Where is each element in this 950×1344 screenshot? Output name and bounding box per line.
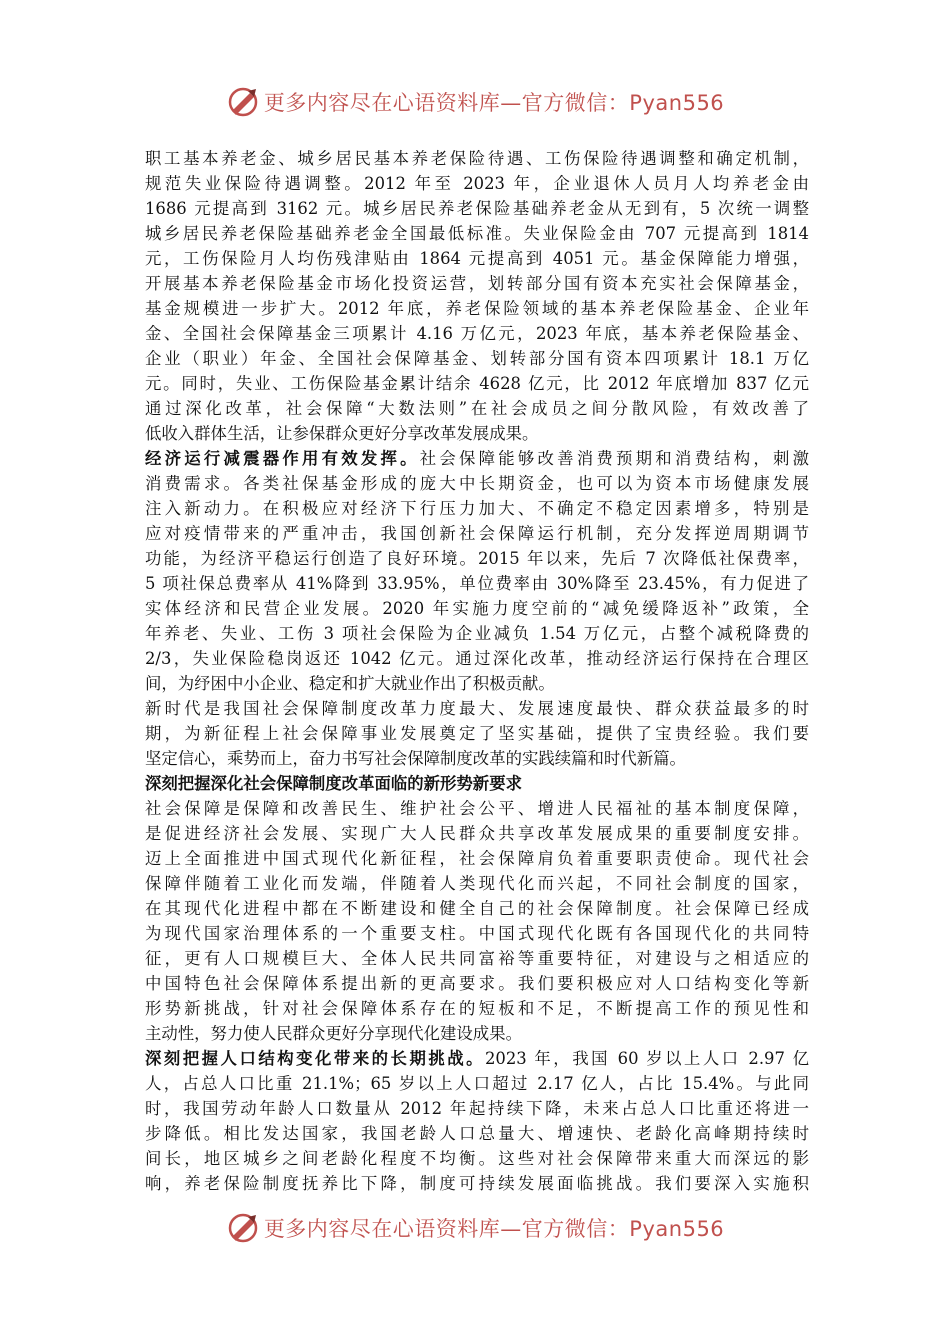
- watermark-text: 更多内容尽在心语资料库—官方微信：Pyan556: [263, 91, 725, 115]
- body-text: 保障伴随着工业化而发端，伴随着人类现代化而兴起，不同社会制度的国家，: [145, 874, 809, 893]
- text-line: [145, 1096, 809, 1121]
- text-line: [145, 571, 809, 596]
- body-text: 间，为纾困中小企业、稳定和扩大就业作出了积极贡献。: [145, 674, 555, 693]
- text-line: [145, 671, 809, 696]
- text-line: [145, 521, 809, 546]
- text-line: [145, 596, 809, 621]
- body-text: 基金规模进一步扩大。2012 年底，养老保险领域的基本养老保险基金、企业年: [145, 299, 809, 318]
- bold-lead-text: 深刻把握深化社会保障制度改革面临的新形势新要求: [145, 774, 522, 793]
- body-text: 开展基本养老保险基金市场化投资运营，划转部分国有资本充实社会保障基金，: [145, 274, 809, 293]
- brush-logo-icon: [226, 85, 260, 119]
- text-line: [145, 846, 809, 871]
- text-line: [145, 1021, 809, 1046]
- text-line: [145, 746, 809, 771]
- text-line: [145, 1146, 809, 1171]
- body-text: 消费需求。各类社保基金形成的庞大中长期资金，也可以为资本市场健康发展: [145, 474, 809, 493]
- body-text: 年养老、失业、工伤 3 项社会保险为企业减负 1.54 万亿元，占整个减税降费的: [145, 624, 809, 643]
- body-text: 通过深化改革，社会保障“大数法则”在社会成员之间分散风险，有效改善了: [145, 399, 809, 418]
- body-text: 期，为新征程上社会保障事业发展奠定了坚实基础，提供了宝贵经验。我们要: [145, 724, 809, 743]
- text-line: [145, 421, 809, 446]
- article-body: [145, 146, 809, 1196]
- text-line: [145, 396, 809, 421]
- text-line: [145, 971, 809, 996]
- body-text: 规范失业保险待遇调整。2012 年至 2023 年，企业退休人员月人均养老金由: [145, 174, 809, 193]
- body-text: 实体经济和民营企业发展。2020 年实施力度空前的“减免缓降返补”政策，全: [145, 599, 809, 618]
- body-text: 职工基本养老金、城乡居民基本养老保险待遇、工伤保险待遇调整和确定机制，: [145, 149, 809, 168]
- text-line: [145, 1171, 809, 1196]
- bold-lead-text: 深刻把握人口结构变化带来的长期挑战。: [145, 1049, 485, 1068]
- text-line: [145, 371, 809, 396]
- body-text: 社会保障能够改善消费预期和消费结构，刺激: [419, 449, 809, 468]
- text-line: [145, 621, 809, 646]
- text-line: [145, 1046, 809, 1071]
- body-text: 中国特色社会保障体系提出新的更高要求。我们要积极应对人口结构变化等新: [145, 974, 809, 993]
- text-line: [145, 346, 809, 371]
- body-text: 新时代是我国社会保障制度改革力度最大、发展速度最快、群众获益最多的时: [145, 699, 809, 718]
- body-text: 企业（职业）年金、全国社会保障基金、划转部分国有资本四项累计 18.1 万亿: [145, 349, 809, 368]
- text-line: [145, 471, 809, 496]
- text-line: [145, 871, 809, 896]
- text-line: [145, 296, 809, 321]
- text-line: [145, 146, 809, 171]
- text-line: [145, 271, 809, 296]
- text-line: [145, 1121, 809, 1146]
- text-line: [145, 171, 809, 196]
- text-line: [145, 721, 809, 746]
- text-line: [145, 821, 809, 846]
- text-line: [145, 321, 809, 346]
- body-text: 城乡居民养老保险基础养老金全国最低标准。失业保险金由 707 元提高到 1814: [145, 224, 809, 243]
- body-text: 主动性，努力使人民群众更好分享现代化建设成果。: [145, 1024, 522, 1043]
- body-text: 坚定信心，乘势而上，奋力书写社会保障制度改革的实践续篇和时代新篇。: [145, 749, 686, 768]
- body-text: 迈上全面推进中国式现代化新征程，社会保障肩负着重要职责使命。现代社会: [145, 849, 809, 868]
- body-text: 低收入群体生活，让参保群众更好分享改革发展成果。: [145, 424, 539, 443]
- text-line: [145, 796, 809, 821]
- text-line: [145, 771, 809, 796]
- text-line: [145, 696, 809, 721]
- text-line: [145, 496, 809, 521]
- body-text: 时，我国劳动年龄人口数量从 2012 年起持续下降，未来占总人口比重还将进一: [145, 1099, 809, 1118]
- text-line: [145, 1071, 809, 1096]
- body-text: 征，更有人口规模巨大、全体人民共同富裕等重要特征，对建设与之相适应的: [145, 949, 809, 968]
- text-line: [145, 446, 809, 471]
- body-text: 注入新动力。在积极应对经济下行压力加大、不确定不稳定因素增多，特别是: [145, 499, 809, 518]
- text-line: [145, 896, 809, 921]
- body-text: 功能，为经济平稳运行创造了良好环境。2015 年以来，先后 7 次降低社保费率，: [145, 549, 809, 568]
- body-text: 人，占总人口比重 21.1%；65 岁以上人口超过 2.17 亿人，占比 15.4%。与此同: [145, 1074, 809, 1093]
- body-text: 间长，地区城乡之间老龄化程度不均衡。这些对社会保障带来重大而深远的影: [145, 1149, 809, 1168]
- body-text: 2023 年，我国 60 岁以上人口 2.97 亿: [485, 1049, 809, 1068]
- text-line: [145, 221, 809, 246]
- body-text: 2/3，失业保险稳岗返还 1042 亿元。通过深化改革，推动经济运行保持在合理区: [145, 649, 809, 668]
- text-line: [145, 646, 809, 671]
- body-text: 元。同时，失业、工伤保险基金累计结余 4628 亿元，比 2012 年底增加 837 亿元: [145, 374, 809, 393]
- watermark-text: 更多内容尽在心语资料库—官方微信：Pyan556: [263, 1217, 725, 1241]
- body-text: 元，工伤保险月人均伤残津贴由 1864 元提高到 4051 元。基金保障能力增强，: [145, 249, 809, 268]
- body-text: 5 项社保总费率从 41%降到 33.95%，单位费率由 30%降至 23.45%，有力促进了: [145, 574, 809, 593]
- body-text: 金、全国社会保障基金三项累计 4.16 万亿元，2023 年底，基本养老保险基金、: [145, 324, 809, 343]
- body-text: 应对疫情带来的严重冲击，我国创新社会保障运行机制，充分发挥逆周期调节: [145, 524, 809, 543]
- footer-watermark-banner: [0, 1208, 950, 1248]
- text-line: [145, 196, 809, 221]
- body-text: 为现代国家治理体系的一个重要支柱。中国式现代化既有各国现代化的共同特: [145, 924, 809, 943]
- bold-lead-text: 经济运行减震器作用有效发挥。: [145, 449, 420, 468]
- body-text: 步降低。相比发达国家，我国老龄人口总量大、增速快、老龄化高峰期持续时: [145, 1124, 809, 1143]
- body-text: 是促进经济社会发展、实现广大人民群众共享改革发展成果的重要制度安排。: [145, 824, 809, 843]
- text-line: [145, 546, 809, 571]
- text-line: [145, 921, 809, 946]
- text-line: [145, 946, 809, 971]
- body-text: 响，养老保险制度抚养比下降，制度可持续发展面临挑战。我们要深入实施积: [145, 1174, 809, 1193]
- text-line: [145, 996, 809, 1021]
- body-text: 1686 元提高到 3162 元。城乡居民养老保险基础养老金从无到有，5 次统一调整: [145, 199, 809, 218]
- body-text: 在其现代化进程中都在不断建设和健全自己的社会保障制度。社会保障已经成: [145, 899, 809, 918]
- body-text: 形势新挑战，针对社会保障体系存在的短板和不足，不断提高工作的预见性和: [145, 999, 809, 1018]
- header-watermark-banner: [0, 82, 950, 122]
- brush-logo-icon: [226, 1211, 260, 1245]
- body-text: 社会保障是保障和改善民生、维护社会公平、增进人民福祉的基本制度保障，: [145, 799, 809, 818]
- text-line: [145, 246, 809, 271]
